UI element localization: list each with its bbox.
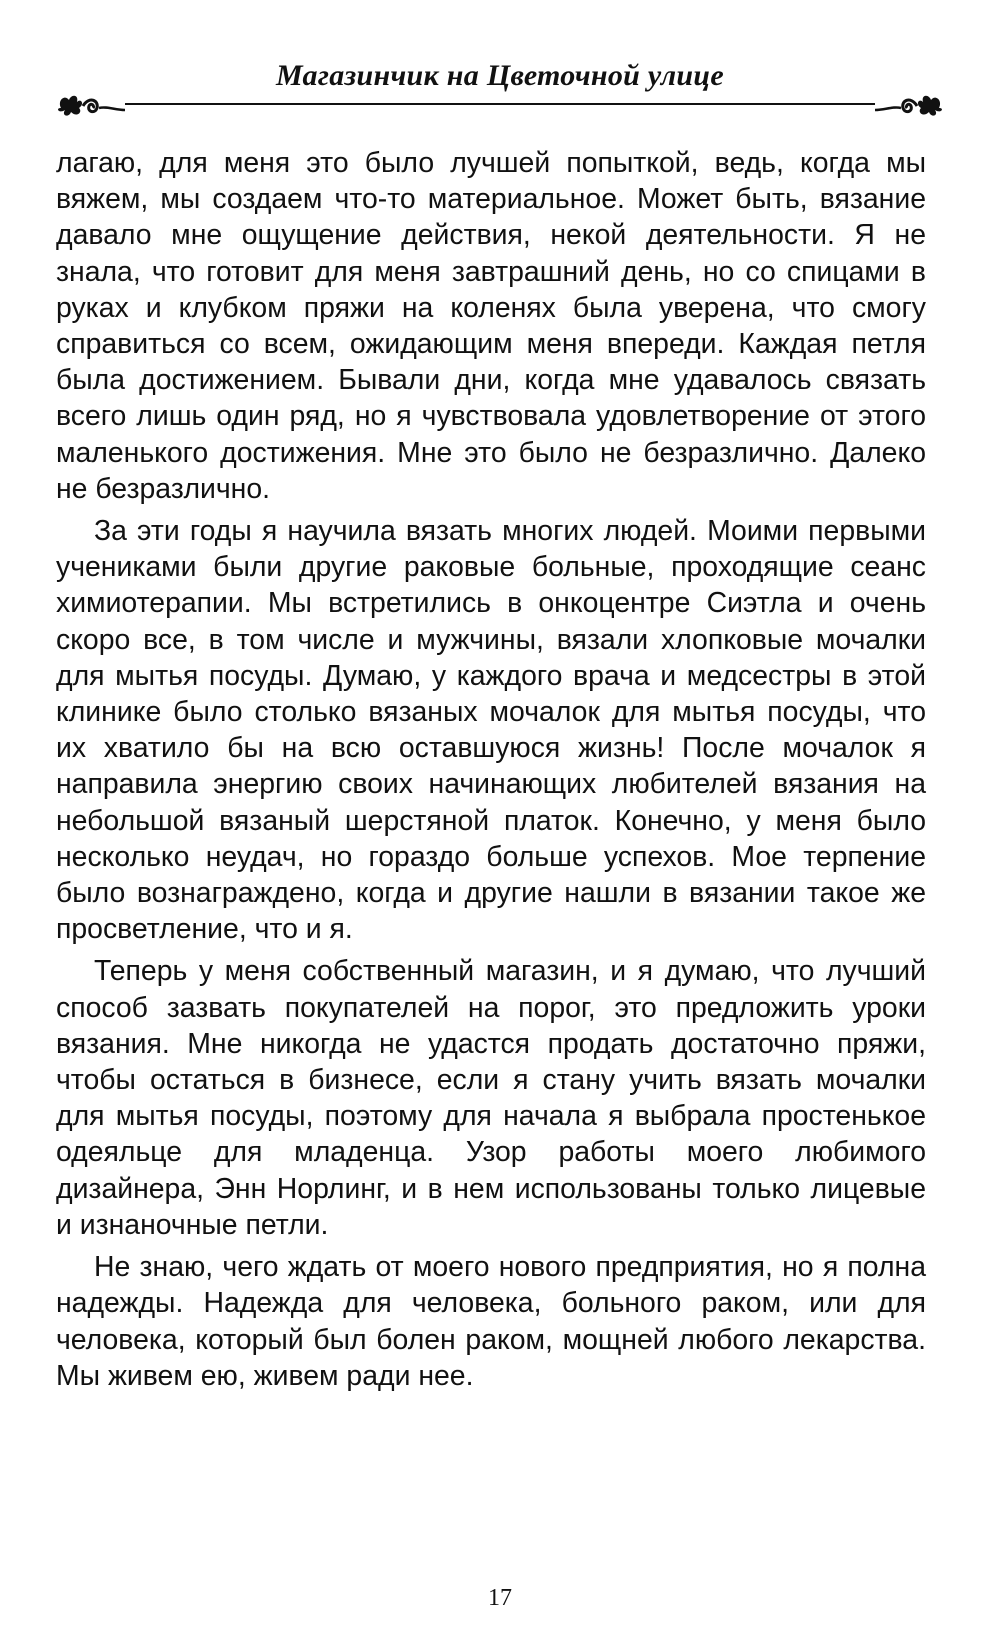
paragraph: За эти годы я научила вязать многих людей. Моими первыми учениками были другие раковые больные, проходящие сеанс химиотерапии. Мы встретились в онкоцентре Сиэтла и очень скоро все, в том числе и мужчины, вязали хлопковые мочалки для мытья посуды. Думаю, у каждого врача и медсестры в этой клинике было столько вязаных мочалок для мытья посуды, что их хватило бы на всю оставшуюся жизнь! После мочалок я направила энергию своих начинающих любителей вязания на небольшой вязаный шерстяной платок. Конечно, у меня было несколько неудач, но гораздо больше успехов. Мое терпение было вознаграждено, когда и другие нашли в вязании такое же просветление, что и я. bbox=[56, 515, 926, 946]
running-header bbox=[55, 58, 945, 118]
paragraph: лагаю, для меня это было лучшей попыткой, ведь, когда мы вяжем, мы создаем что-то материальное. Может быть, вязание давало мне ощущение действия, некой деятельности. Я не знала, что готовит для меня завтрашний день, но со спицами в руках и клубком пряжи на коленях была уверена, что смогу справиться со всем, ожидающим меня впереди. Каждая петля была достижением. Бывали дни, когда мне удавалось связать всего лишь один ряд, но я чувствовала удовлетворение от этого маленького достижения. Мне это было не безразлично. Далеко не безразлично. bbox=[56, 147, 926, 505]
body-text bbox=[56, 145, 926, 1394]
header-title: Магазинчик на Цветочной улице bbox=[276, 59, 724, 92]
paragraph: Теперь у меня собственный магазин, и я думаю, что лучший способ зазвать покупателей на порог, это предложить уроки вязания. Мне никогда не удастся продать достаточно пряжи, чтобы остаться в бизнесе, если я стану учить вязать мочалки для мытья посуды, поэтому для начала я выбрала простенькое одеяльце для младенца. Узор работы моего любимого дизайнера, Энн Норлинг, и в нем использованы только лицевые и изнаночные петли. bbox=[56, 955, 926, 1241]
header-rule bbox=[125, 103, 875, 105]
scroll-ornament-icon bbox=[875, 86, 945, 122]
page-number: 17 bbox=[488, 1585, 512, 1611]
paragraph: Не знаю, чего ждать от моего нового предприятия, но я полна надежды. Надежда для человека, больного раком, или для человека, который был болен раком, мощней любого лекарства. Мы живем ею, живем ради нее. bbox=[56, 1251, 926, 1392]
scroll-ornament-icon bbox=[55, 86, 125, 122]
